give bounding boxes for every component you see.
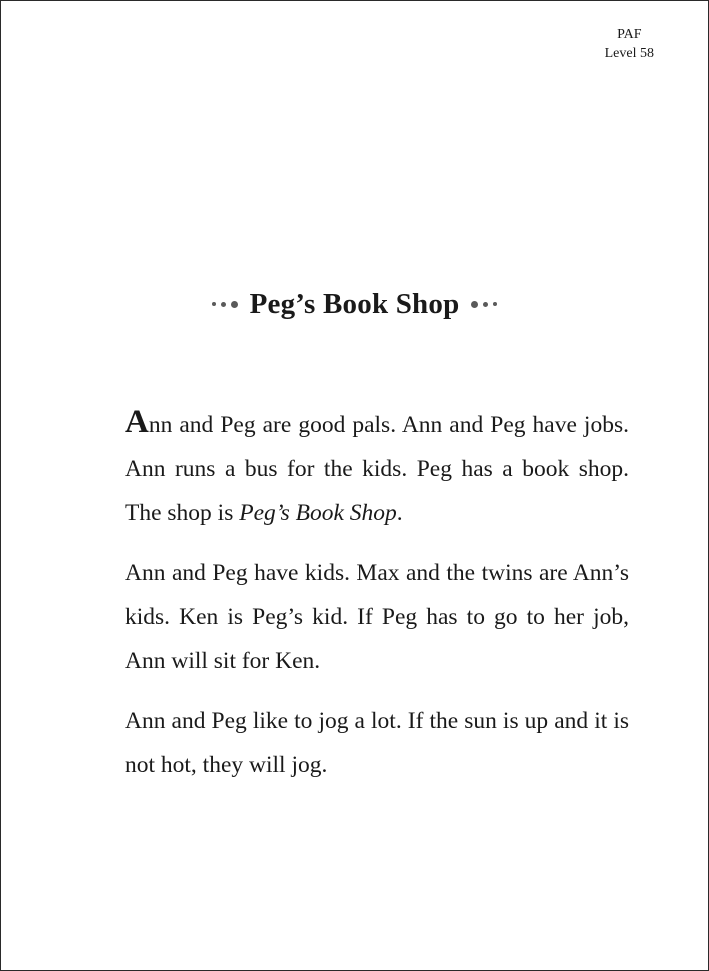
- paragraph-1-end: .: [396, 500, 403, 526]
- ornament-dot: [221, 302, 226, 307]
- ornament-dot: [471, 301, 478, 308]
- ornament-dot: [212, 302, 216, 306]
- level-number: Level 58: [604, 46, 654, 61]
- paragraph-3: Ann and Peg like to jog a lot. If the sun is up and it is not hot, they will jog.: [125, 708, 629, 778]
- ornament-dot: [493, 302, 497, 306]
- story-title: Peg’s Book Shop: [249, 288, 460, 320]
- drop-cap: A: [125, 404, 149, 440]
- paragraph-1: [125, 403, 629, 535]
- ornament-dot: [231, 301, 238, 308]
- ornament-dot: [483, 302, 488, 307]
- paragraph-1-text: nn and Peg are good pals. Ann and Peg have jobs. Ann runs a bus for the kids. Peg has a book shop. The shop is: [125, 412, 629, 526]
- paragraph-2: Ann and Peg have kids. Max and the twins are Ann’s kids. Ken is Peg’s kid. If Peg has to go to her job, Ann will sit for Ken.: [125, 560, 629, 674]
- title-row: [1, 284, 708, 324]
- left-ornament-dots: [212, 301, 238, 308]
- shop-name: Peg’s Book Shop: [239, 500, 397, 526]
- level-label: [605, 25, 654, 63]
- story-body: [125, 403, 629, 803]
- series-label: PAF: [617, 27, 642, 42]
- right-ornament-dots: [471, 301, 497, 308]
